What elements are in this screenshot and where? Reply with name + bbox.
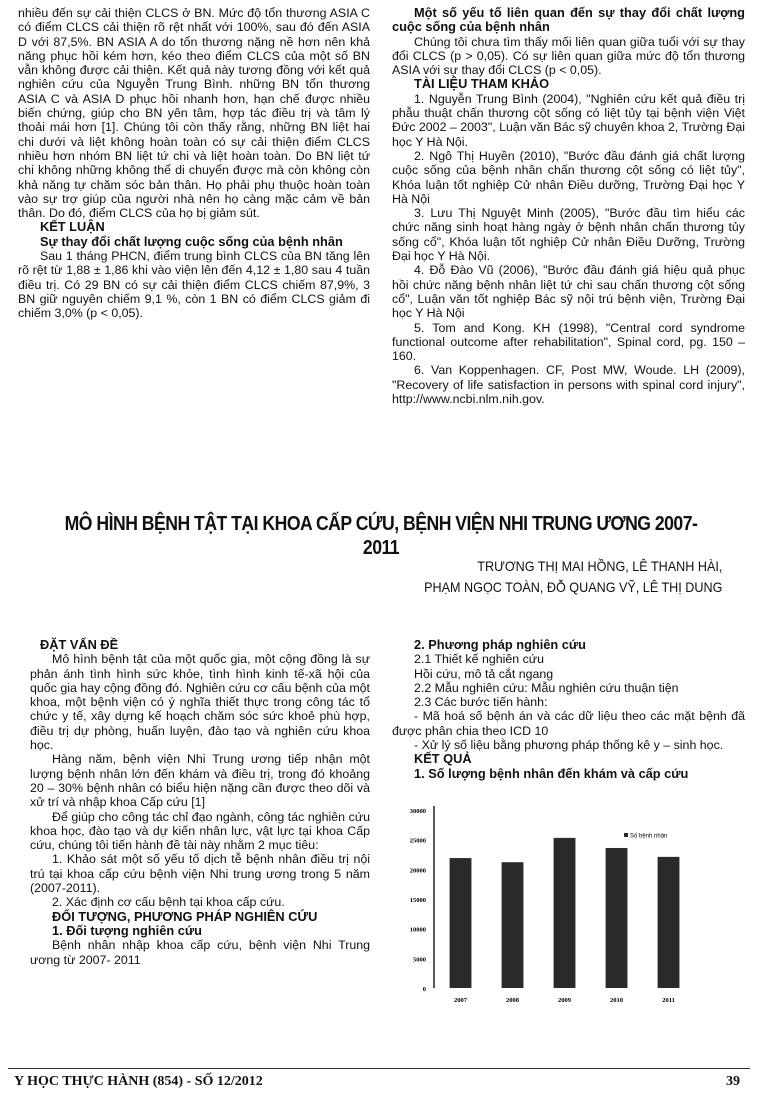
- patients-bar-chart: [398, 798, 698, 1022]
- factors-paragraph: Chúng tôi chưa tìm thấy mối liên quan giữa tuổi với sự thay đổi CLCS (p > 0,05). Có sự liên quan giữa mức độ tổn thương ASIA với sự thay đổi CLCS (p < 0,05).: [392, 34, 745, 78]
- x-tick-label: 2009: [558, 997, 572, 1004]
- methods-heading: ĐỐI TƯỢNG, PHƯƠNG PHÁP NGHIÊN CỨU: [52, 908, 318, 924]
- authors-line: PHẠM NGỌC TOÀN, ĐỖ QUANG VỸ, LÊ THỊ DUNG: [423, 579, 722, 595]
- authors-line: TRƯƠNG THỊ MAI HỒNG, LÊ THANH HÀI,: [476, 558, 722, 574]
- method-line: Hồi cứu, mô tả cắt ngang: [414, 666, 554, 681]
- legend-swatch: [624, 833, 628, 837]
- top-left-column: [18, 6, 370, 321]
- bar-2010: [606, 848, 628, 988]
- method-line: 2.1 Thiết kế nghiên cứu: [414, 652, 544, 667]
- references-heading: TÀI LIỆU THAM KHẢO: [414, 76, 550, 92]
- y-tick-label: 0: [422, 986, 426, 993]
- bar-2009: [554, 838, 576, 988]
- reference-item: 6. Van Koppenhagen. CF, Post MW, Woude. LH (2009), "Recovery of life satisfaction in persons with spinal cord injury", http://www.ncbi.nlm.nih.gov.: [392, 363, 745, 407]
- introduction-heading: ĐẶT VẤN ĐỀ: [40, 637, 119, 652]
- discussion-paragraph: nhiều đến sự cải thiện CLCS ở BN. Mức độ tổn thương ASIA C có điểm CLCS cải thiện rõ rệt nhất với 100%, sau đó đến ASIA D với 87,5%. BN ASIA A do tổn thương nặng nề hơn nên khả năng phục hồi kém hơn, kéo theo điểm CLCS của một số BN vẫn không được cải thiện. Kết quả này tương đồng với kết quả nghiên cứu của Nguyễn Trung Bình. những BN tổn thương ASIA C và ASIA D phục hồi nhanh hơn, hạn chế được nhiều biến chứng, giúp cho BN yên tâm, hợp tác điều trị và tâm lý thoải mái hơn [1]. Chúng tôi còn thấy rằng, những BN liệt hai chi dưới và liệt không hoàn toàn có sự cải thiện điểm CLCS nhiều hơn nhóm BN liệt tứ chi và liệt hoàn toàn. Do BN liệt tứ chi không những không thể di chuyển được mà còn không còn khả năng tự chăm sóc bản thân. Họ phải phụ thuộc hoàn toàn vào sự trợ giúp của người nhà nên họ càng mặc cảm về bản thân. Do đó, điểm CLCS của họ bị giảm sút.: [18, 6, 370, 221]
- bar-2007: [450, 858, 472, 988]
- top-right-column: [392, 6, 745, 406]
- reference-item: 4. Đỗ Đào Vũ (2006), "Bước đầu đánh giá hiệu quả phục hồi chức năng bệnh nhân liệt tứ chi sau chấn thương cột sống cổ", Luận văn tốt nghiệp Bác sỹ nội trú bệnh viện, Trường Đại học Y Hà Nội: [392, 263, 745, 321]
- factors-subheading: Một số yếu tố liên quan đến sự thay đổi chất lượng cuộc sống của bệnh nhân: [392, 5, 745, 35]
- conclusion-subheading: Sự thay đổi chất lượng cuộc sống của bệnh nhân: [40, 233, 343, 249]
- reference-item: 2. Ngô Thị Huyền (2010), "Bước đầu đánh giá chất lượng cuộc sống của bệnh nhân chấn thương cột sống có liệt tủy", Khóa luận tốt nghiệp Cử nhân Điều dưỡng, Trường Đại học Y Hà Nội: [392, 148, 745, 206]
- footer-divider: [8, 1068, 750, 1069]
- objective-item: 1. Khảo sát một số yếu tố dịch tễ bệnh nhân điều trị nội trú tại khoa cấp cứu bệnh viện Nhi trung ương trong 5 năm (2007-2011).: [30, 852, 370, 896]
- conclusion-paragraph: Sau 1 tháng PHCN, điểm trung bình CLCS của BN tăng lên rõ rệt từ 1,88 ± 1,86 khi vào viện lên đến 4,12 ± 1,80 sau 4 tuần điều trị. Có 29 BN có sự cải thiện điểm CLCS chiếm 87,9%, 3 BN giữ nguyên chiếm 9,1 %, còn 1 BN có điểm CLCS giảm đi chiếm 3,0% (p < 0,05).: [18, 249, 370, 321]
- footer-journal: Y HỌC THỰC HÀNH (854) - SỐ 12/2012: [14, 1074, 263, 1089]
- y-tick-label: 30000: [409, 808, 426, 815]
- method-heading: 2. Phương pháp nghiên cứu: [414, 637, 586, 652]
- x-tick-label: 2010: [610, 997, 624, 1004]
- y-tick-label: 5000: [413, 956, 426, 964]
- subjects-heading: 1. Đối tượng nghiên cứu: [52, 922, 202, 938]
- x-tick-label: 2011: [662, 997, 675, 1004]
- bar-2008: [502, 862, 524, 988]
- chart-title: 1. Số lượng bệnh nhân đến khám và cấp cứu: [414, 765, 689, 781]
- y-tick-label: 25000: [409, 837, 426, 845]
- page-number: 39: [726, 1074, 740, 1089]
- reference-item: 3. Lưu Thị Nguyệt Minh (2005), "Bước đầu tìm hiểu các chức năng sinh hoạt hàng ngày ở bệnh nhân chấn thương tủy sống cổ", Khóa luận tốt nghiệp Cử nhân Điều Dưỡng, Trường Đại học Y Hà Nội.: [392, 206, 745, 264]
- y-tick-label: 20000: [409, 867, 426, 875]
- reference-item: 5. Tom and Kong. KH (1998), "Central cord syndrome functional outcome after rehabilitation", Spinal cord, pg. 150 – 160.: [392, 320, 745, 364]
- bar-2011: [658, 857, 680, 988]
- objective-item: 2. Xác định cơ cấu bệnh tại khoa cấp cứu.: [52, 895, 285, 910]
- legend-label: Số bệnh nhân: [630, 833, 668, 840]
- reference-item: 1. Nguyễn Trung Bình (2004), "Nghiên cứu kết quả điều trị phẫu thuật chấn thương cột sống có liệt tủy tại bệnh viện Việt Đức 2002 – 2003", Luận văn Bác sỹ chuyên khoa 2, Trường Đại học Y Hà Nội.: [392, 91, 745, 149]
- y-tick-label: 10000: [409, 926, 426, 934]
- method-line: - Xử lý số liệu bằng phương pháp thống kê y – sinh học.: [414, 738, 724, 753]
- body-paragraph: Mô hình bệnh tật của một quốc gia, một cộng đồng là sự phản ánh tình hình sức khỏe, tình hình kinh tế-xã hội của quốc gia hay cộng đồng đó. Nghiên cứu cơ cấu bệnh của một khoa, một bệnh viện có ý nghĩa thiết thực trong công tác tổ chức y tế, xây dựng kế hoạch chăm sóc sức khoẻ phù hợp, điều trị dự phòng, huấn luyện, đào tạo và nghiên cứu khoa học.: [30, 652, 370, 753]
- bottom-right-column: [392, 638, 745, 781]
- body-paragraph: Bệnh nhân nhập khoa cấp cứu, bệnh viện Nhi Trung ương từ 2007- 2011: [30, 938, 370, 967]
- method-line: 2.3 Các bước tiến hành:: [414, 695, 548, 710]
- conclusion-heading: KẾT LUẬN: [40, 219, 105, 235]
- body-paragraph: Để giúp cho công tác chỉ đạo ngành, công tác nghiên cứu khoa học, đào tạo và dự kiến nhân lực, vật lực tại khoa Cấp cứu, chúng tôi tiến hành đề tài này nhằm 2 mục tiêu:: [30, 809, 370, 853]
- article-authors: [424, 556, 722, 598]
- article-title: MÔ HÌNH BỆNH TẬT TẠI KHOA CẤP CỨU, BỆNH VIỆN NHI TRUNG ƯƠNG 2007-2011: [64, 512, 698, 559]
- body-paragraph: Hàng năm, bệnh viện Nhi Trung ương tiếp nhận một lượng bệnh nhân lớn đến khám và điều trị, trong đó khoảng 20 – 30% bệnh nhân có biểu hiện nặng cần được theo dõi và xử trí và nhập khoa Cấp cứu [1]: [30, 752, 370, 810]
- y-tick-label: 15000: [409, 897, 426, 904]
- x-tick-label: 2008: [506, 997, 520, 1004]
- x-tick-label: 2007: [454, 997, 468, 1004]
- results-heading: KẾT QUẢ: [414, 751, 472, 767]
- method-line: 2.2 Mẫu nghiên cứu: Mẫu nghiên cứu thuận tiện: [414, 680, 679, 695]
- method-line: - Mã hoá số bệnh án và các dữ liệu theo các mặt bệnh đã được phân chia theo ICD 10: [392, 709, 745, 738]
- bottom-left-column: [30, 638, 370, 967]
